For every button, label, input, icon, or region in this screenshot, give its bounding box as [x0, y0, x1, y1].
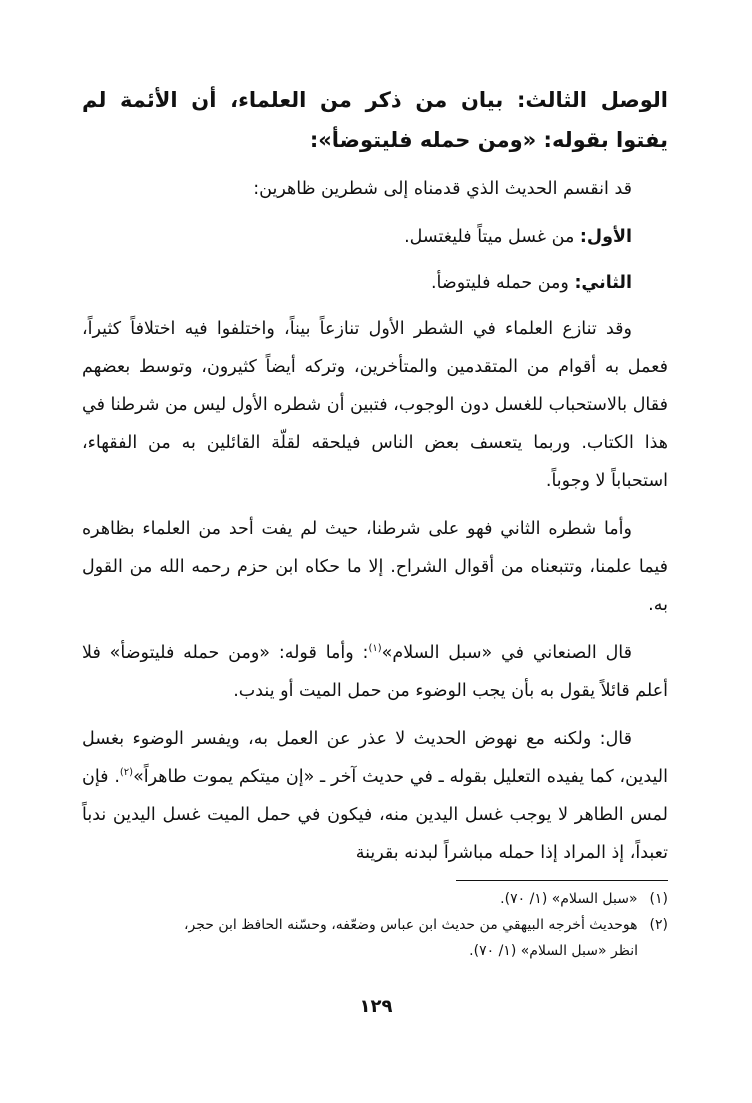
footnote-number-2: (٢): [649, 917, 668, 933]
intro-line: قد انقسم الحديث الذي قدمناه إلى شطرين ظاهرين:: [253, 179, 632, 199]
explanation-end: . فإن لمس الطاهر لا يوجب غسل اليدين منه، فيكون في حمل الميت غسل اليدين ندباً تعبداً، إذ المراد إذا حمله مباشراً لبدنه بقرينة: [82, 767, 668, 863]
main-text: [82, 80, 668, 882]
footnote-divider: [456, 880, 668, 881]
explanation-start: قال: ولكنه مع نهوض الحديث لا عذر عن العمل به، ويفسر الوضوء بغسل اليدين، كما يفيده التعليل بقوله ـ في حديث آخر ـ «إن ميتكم يموت طاهراً»: [82, 729, 668, 787]
paragraph-explanation: [82, 720, 668, 872]
footnotes: [82, 886, 668, 964]
sanani-quote-end: : وأما قوله: «ومن حمله فليتوضأ» فلا أعلم قائلاً يقول به بأن يجب الوضوء من حمل الميت أو يندب.: [82, 643, 668, 701]
paragraph-dispute: وقد تنازع العلماء في الشطر الأول تنازعاً بيناً، واختلفوا فيه اختلافاً كثيراً، فعمل به أقوام من المتقدمين والمتأخرين، وتركه أيضاً كثيرون، وتوسط بعضهم فقال بالاستحباب للغسل دون الوجوب، فتبين أن شطره الأول ليس من شرطنا في هذا الكتاب. وربما يتعسف بعض الناس فيلحقه لقلّة القائلين به من الفقهاء، استحباباً لا وجوباً.: [82, 319, 668, 491]
paragraph-sanani-quote: [82, 634, 668, 710]
footnote-2-continuation: انظر «سبل السلام» (١/ ٧٠).: [469, 943, 638, 959]
footnote-2: [82, 912, 668, 938]
list-item-second: [82, 264, 668, 302]
footnote-text-1: «سبل السلام» (١/ ٧٠).: [500, 891, 638, 907]
list-item-first: [82, 218, 668, 256]
paragraph-second-part: وأما شطره الثاني فهو على شرطنا، حيث لم يفت أحد من العلماء بظاهره فيما علمنا، وتتبعناه من أقوال الشراح. إلا ما حكاه ابن حزم رحمه الله من القول به.: [82, 519, 668, 615]
item-label-second: الثاني:: [574, 273, 632, 293]
section-heading: الوصل الثالث: بيان من ذكر من العلماء، أن الأئمة لم يفتوا بقوله: «ومن حمله فليتوضأ»:: [82, 88, 668, 152]
item-label-first: الأول:: [579, 227, 632, 247]
footnote-text-2: هوحديث أخرجه البيهقي من حديث ابن عباس وضعّفه، وحسّنه الحافظ ابن حجر،: [183, 917, 638, 933]
page-number: ١٢٩: [359, 996, 393, 1017]
sanani-quote-start: قال الصنعاني في «سبل السلام»: [381, 643, 632, 663]
footnote-ref-2[interactable]: (٢): [119, 767, 134, 779]
footnote-ref-1[interactable]: (١): [368, 643, 382, 655]
item-text-second: ومن حمله فليتوضأ.: [430, 273, 569, 293]
footnote-1: [82, 886, 668, 912]
footnote-number-1: (١): [649, 891, 668, 907]
item-text-first: من غسل ميتاً فليغتسل.: [404, 227, 575, 247]
